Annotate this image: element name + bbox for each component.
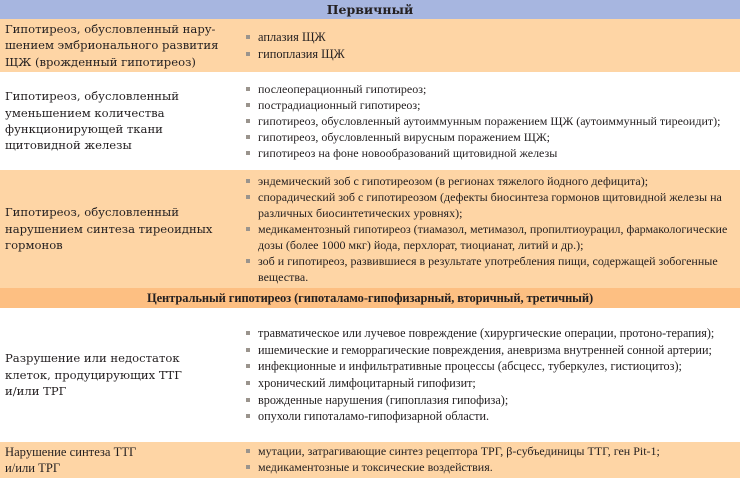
cause-line: функционирующей ткани [5, 122, 163, 136]
table-row [0, 442, 740, 478]
cause-cell [0, 19, 236, 72]
table-row [0, 19, 740, 72]
cause-line: и/или ТРГ [5, 384, 67, 399]
section-title-central: Центральный гипотиреоз (гипоталамо-гипофизарный, вторичный, третичный) [146, 290, 594, 305]
list-item: аплазия ЩЖ [244, 29, 736, 45]
list-item: травматическое или лучевое повреждение (хирургические операции, протоно-терапия); [244, 325, 736, 342]
items-cell [236, 72, 740, 170]
list-item: медикаментозный гипотиреоз (тиамазол, метимазол, пропилтиоурацил, фармакологические дозы (более 1000 мкг) йода, перхлорат, тиоцианат, литий и др.); [244, 221, 736, 253]
cause-cell [0, 72, 236, 170]
list-item: спорадический зоб с гипотиреозом (дефекты биосинтеза гормонов щитовидной железы на различных биосинтетических уровнях); [244, 189, 736, 221]
list-item: инфекционные и инфильтративные процессы (абсцесс, туберкулез, гистиоцитоз); [244, 358, 736, 375]
cause-line: Гипотиреоз, обусловленный [5, 205, 179, 220]
items-cell [236, 170, 740, 288]
cause-cell [0, 308, 236, 442]
section-header-central [0, 288, 740, 308]
list-item: эндемический зоб с гипотиреозом (в регионах тяжелого йодного дефицита); [244, 173, 736, 189]
list-item: хронический лимфоцитарный гипофизит; [244, 375, 736, 392]
list-item: гипотиреоз, обусловленный аутоиммунным поражением ЩЖ (аутоиммунный тиреоидит); [244, 113, 736, 129]
list-item: ишемические и геморрагические повреждения, аневризма внутренней сонной артерии; [244, 342, 736, 359]
table-row [0, 308, 740, 442]
table-row [0, 72, 740, 170]
list-item: пострадиационный гипотиреоз; [244, 97, 736, 113]
list-item: медикаментозные и токсические воздействия. [244, 459, 736, 475]
cause-line: Нарушение синтеза ТТГ [5, 444, 137, 459]
section-header-primary [0, 0, 740, 19]
cause-line: и/или ТРГ [5, 461, 61, 475]
list-item: послеоперационный гипотиреоз; [244, 81, 736, 97]
cause-line: гормонов [5, 238, 63, 253]
cause-line: Гипотиреоз, обусловленный нару- [5, 21, 216, 36]
list-item: гипотиреоз, обусловленный вирусным поражением ЩЖ; [244, 129, 736, 145]
cause-line: клеток, продуцирующих ТТГ [5, 367, 182, 382]
list-item: опухоли гипоталамо-гипофизарной области. [244, 408, 736, 425]
list-item: гипоплазия ЩЖ [244, 46, 736, 62]
list-item: врожденные нарушения (гипоплазия гипофиза); [244, 392, 736, 409]
cause-line: нарушением синтеза тиреоидных [5, 221, 213, 236]
cause-line: шением эмбрионального развития [5, 38, 219, 53]
cause-cell [0, 442, 236, 478]
items-cell [236, 308, 740, 442]
cause-line: ЩЖ (врожденный гипотиреоз) [5, 54, 196, 69]
list-item: гипотиреоз на фоне новообразований щитовидной железы [244, 145, 736, 161]
table-row [0, 170, 740, 288]
items-cell [236, 19, 740, 72]
list-item: зоб и гипотиреоз, развившиеся в результате употребления пищи, содержащей зобогенные вещества. [244, 253, 736, 285]
cause-cell [0, 170, 236, 288]
list-item: мутации, затрагивающие синтез рецептора ТРГ, β-субъединицы ТТГ, ген Pit-1; [244, 443, 736, 459]
cause-line: уменьшением количества [5, 105, 165, 120]
section-title-primary: Первичный [326, 2, 414, 17]
cause-line: Разрушение или недостаток [5, 351, 180, 366]
cause-line: Гипотиреоз, обусловленный [5, 89, 179, 104]
items-cell [236, 442, 740, 478]
cause-line: щитовидной железы [5, 138, 132, 153]
